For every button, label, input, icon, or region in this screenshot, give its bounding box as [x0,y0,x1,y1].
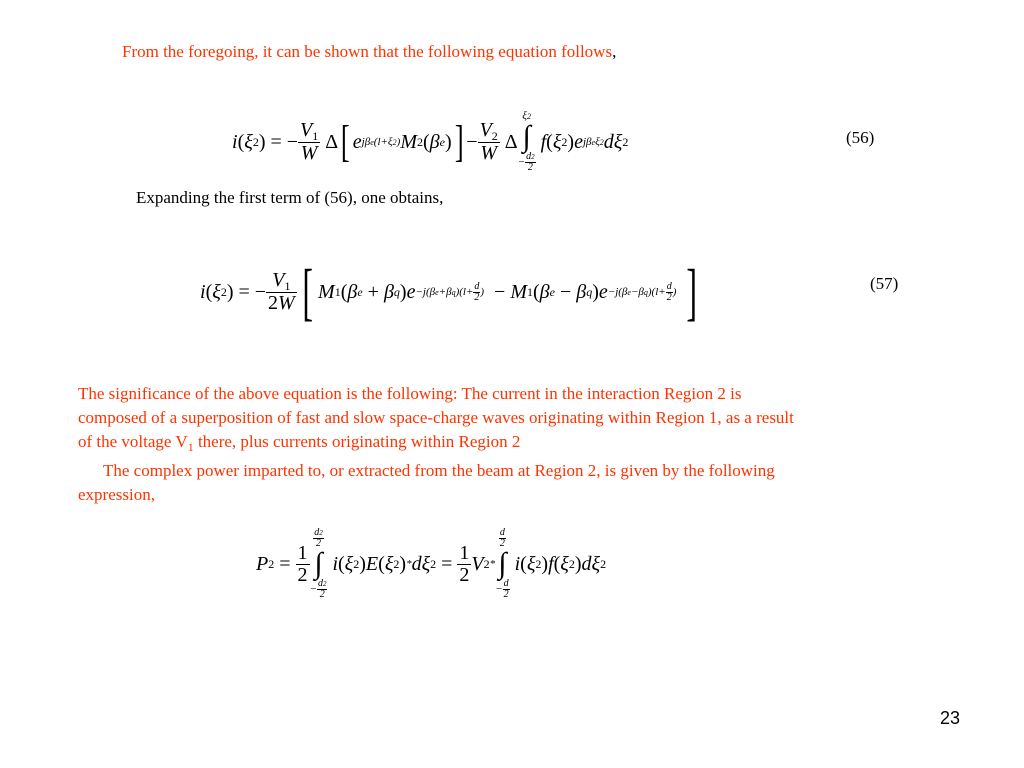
equation-57: i ( ξ 2 ) = − $\frac{V_1}{2W}$ [ M 1 ( β e + β q ) e −j(βe+βq)(l+ $\frac{d}{2}$ ) − M 1 ( β e − β q ) e −j(βe−βq)(l+ $\frac{d}{2}$ ) ] [200,256,698,327]
para1-line3: of the voltage $V_1$ there, plus currents originating within Region 2 [78,432,521,454]
expand-text: Expanding the first term of (56), one obtains, [136,188,444,207]
eq56-integral: ξ2 ∫ − $\frac{d2}{2}$ [517,110,535,173]
equation-56: i ( ξ 2 ) = − $\frac{V_1}{W}$ Δ [ e jβe(l+ξ2) M 2 ( β e ) ] − $\frac{V_2}{W}$ Δ ξ2 ∫ − $\frac{d2}{2}$ f ( ξ 2 ) e jβeξ2 dξ 2 [232,110,629,173]
equation-56-number: (56) [846,128,875,147]
equation-57-number: (57) [870,274,899,293]
equation-power: P 2 = $\frac{1}{2}$ $\frac{d2}{2}$ ∫ − $\frac{d2}{2}$ i ( ξ 2 ) E ( ξ 2 ) * dξ 2 = $\frac{1}{2}$ V 2 * $\frac{d}{2}$ ∫ − $\frac{d}{2}$ i ( ξ 2 ) f ( ξ 2 ) dξ 2 [256,527,607,600]
para1-line1: The significance of the above equation is the following: The current in the interaction Region 2 is [78,384,742,403]
intro-text [122,40,616,64]
intro-sentence: From the foregoing, it can be shown that the following equation follows [122,42,613,61]
power-integral-2: $\frac{d}{2}$ ∫ − $\frac{d}{2}$ [495,527,509,600]
eq56-fraction-v1-w: $\frac{V_1}{W}$ [300,118,319,165]
intro-comma: , [612,42,617,61]
power-fraction-half-1: $\frac{1}{2}$ [297,541,308,586]
significance-paragraph [78,382,998,507]
para1-line2: composed of a superposition of fast and slow space-charge waves originating within Region 1, as a result [78,408,794,427]
page-number: 23 [940,708,961,728]
power-fraction-half-2: $\frac{1}{2}$ [459,541,470,586]
para2-line2: expression, [78,485,155,504]
para2-line1: The complex power imparted to, or extracted from the beam at Region 2, is given by the following [103,461,775,480]
eq57-fraction: $\frac{V_1}{2W}$ [268,268,295,315]
power-integral-1: $\frac{d2}{2}$ ∫ − $\frac{d2}{2}$ [309,527,327,600]
eq56-fraction-v-w: $\frac{V_2}{W}$ [479,118,498,165]
